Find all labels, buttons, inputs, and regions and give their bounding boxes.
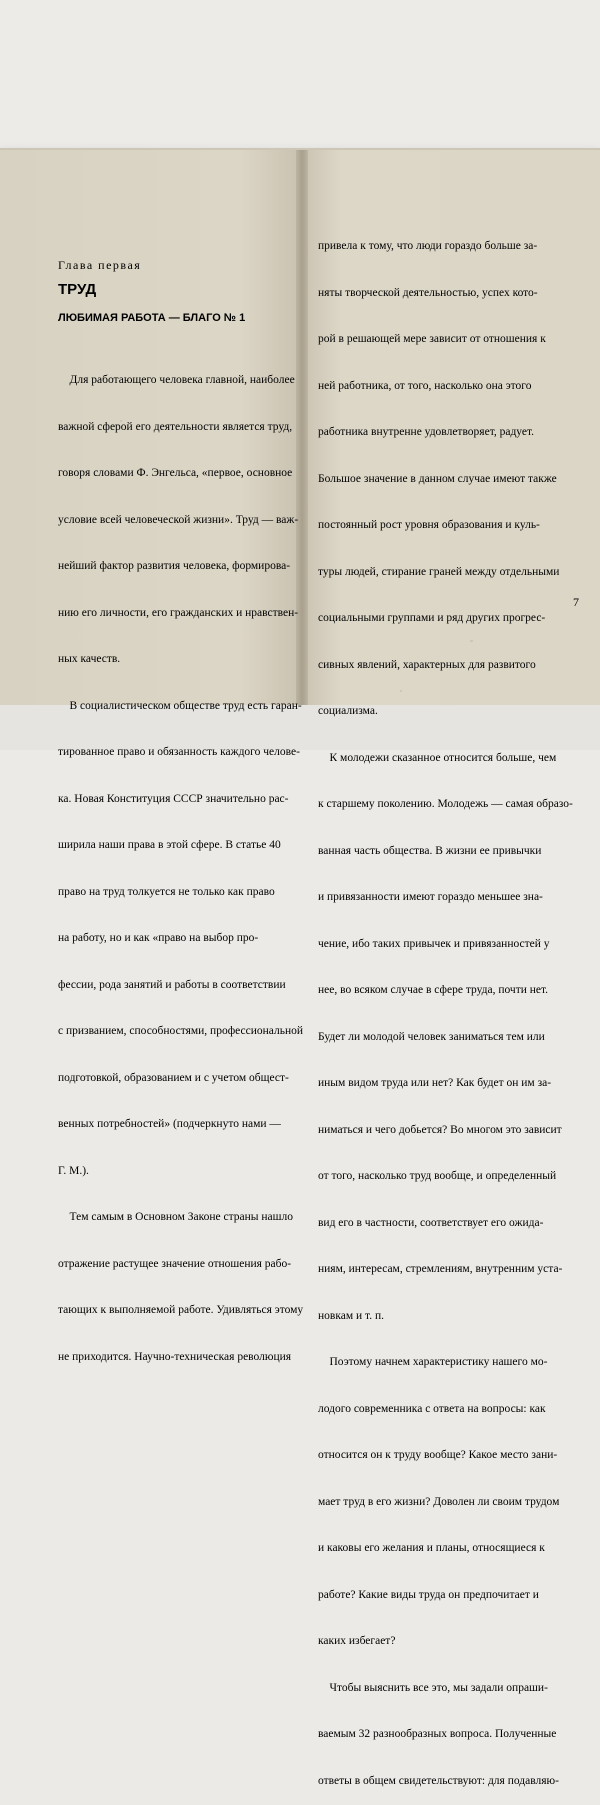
text-line: ваемым 32 разнообразных вопроса. Полученные	[318, 1728, 557, 1740]
text-line: Для работающего человека главной, наиболее	[58, 374, 295, 386]
text-line: ных качеств.	[58, 653, 121, 665]
text-line: ка. Новая Конституция СССР значительно рас-	[58, 792, 289, 805]
text-line: каких избегает?	[318, 1635, 396, 1647]
text-line: нию его личности, его гражданских и нравствен-	[58, 606, 299, 619]
text-line: мает труд в его жизни? Доволен ли своим трудом	[318, 1495, 560, 1508]
text-line: няты творческой деятельностью, успех кото-	[318, 286, 538, 299]
text-line: лодого современника с ответа на вопросы: как	[318, 1402, 546, 1415]
text-line: тающих к выполняемой работе. Удивляться этому	[58, 1304, 304, 1316]
text-line: говоря словами Ф. Энгельса, «первое, основное	[58, 467, 293, 479]
text-line: привела к тому, что люди гораздо больше за-	[318, 240, 538, 252]
text-line: к старшему поколению. Молодежь — самая образо-	[318, 798, 573, 810]
text-line: Большое значение в данном случае имеют также	[318, 472, 557, 485]
text-line: вид его в частности, соответствует его ожида-	[318, 1216, 544, 1229]
text-line: работе? Какие виды труда он предпочитает и	[318, 1588, 539, 1601]
text-line: фессии, рода занятий и работы в соответствии	[58, 978, 286, 991]
text-line: туры людей, стирание граней между отдельными	[318, 565, 560, 578]
page-number: 7	[573, 595, 579, 609]
text-line: ниматься и чего добьется? Во многом это зависит	[318, 1123, 562, 1136]
text-line: социализма.	[318, 705, 378, 717]
text-line: рой в решающей мере зависит от отношения к	[318, 333, 546, 345]
text-line: не приходится. Научно-техническая революция	[58, 1350, 292, 1363]
text-line: важной сферой его деятельности является труд,	[58, 420, 293, 433]
text-line: венных потребностей» (подчеркнуто нами —	[58, 1118, 281, 1130]
text-line: постоянный рост уровня образования и куль-	[318, 519, 540, 531]
text-line: ширила наши права в этой сфере. В статье 40	[58, 839, 281, 851]
text-line: Чтобы выяснить все это, мы задали опраши-	[318, 1681, 548, 1694]
text-line: ней работника, от того, насколько она этого	[318, 379, 532, 392]
text-line: нее, во всяком случае в сфере труда, почти нет.	[318, 984, 549, 996]
text-line: от того, насколько труд вообще, и определенный	[318, 1170, 557, 1182]
text-line: работника внутренне удовлетворяет, радует.	[318, 426, 535, 438]
left-page-text	[58, 342, 303, 1381]
text-line: социальными группами и ряд других прогрес-	[318, 612, 546, 624]
background-surface-top	[0, 0, 600, 150]
chapter-label: Глава первая	[58, 258, 142, 272]
text-line: К молодежи сказанное относится больше, чем	[318, 751, 557, 764]
text-line: подготовкой, образованием и с учетом общест-	[58, 1071, 289, 1084]
text-line: Г. М.).	[58, 1164, 89, 1177]
text-line: иным видом труда или нет? Как будет он им за-	[318, 1077, 552, 1089]
text-line: ниям, интересам, стремлениям, внутренним уста-	[318, 1263, 563, 1275]
text-line: новкам и т. п.	[318, 1309, 384, 1322]
text-line: чение, ибо таких привычек и привязанностей у	[318, 937, 550, 950]
text-line: Поэтому начнем характеристику нашего мо-	[318, 1356, 548, 1368]
text-line: ванная часть общества. В жизни ее привычки	[318, 844, 542, 857]
text-line: право на труд толкуется не только как право	[58, 885, 275, 898]
right-page-text	[318, 208, 573, 1805]
text-line: нейший фактор развития человека, формирова-	[58, 560, 291, 572]
text-line: и привязанности имеют гораздо меньшее зна-	[318, 891, 543, 903]
text-line: тированное право и обязанность каждого челове-	[58, 746, 300, 758]
text-line: отражение растущее значение отношения рабо-	[58, 1257, 292, 1270]
chapter-title: ТРУД	[58, 281, 97, 298]
text-line: В социалистическом обществе труд есть гаран-	[58, 699, 302, 712]
section-title: ЛЮБИМАЯ РАБОТА — БЛАГО № 1	[58, 312, 246, 324]
text-line: на работу, но и как «право на выбор про-	[58, 932, 259, 944]
text-line: сивных явлений, характерных для развитого	[318, 658, 536, 671]
text-line: Тем самым в Основном Законе страны нашло	[58, 1211, 293, 1223]
text-line: ответы в общем свидетельствуют: для подавляю-	[318, 1774, 559, 1787]
text-line: условие всей человеческой жизни». Труд — важ-	[58, 513, 299, 526]
text-line: относится он к труду вообще? Какое место зани-	[318, 1449, 558, 1461]
text-line: и каковы его желания и планы, относящиеся к	[318, 1542, 545, 1554]
text-line: с призванием, способностями, профессиональной	[58, 1025, 304, 1037]
text-line: Будет ли молодой человек заниматься тем или	[318, 1030, 545, 1043]
